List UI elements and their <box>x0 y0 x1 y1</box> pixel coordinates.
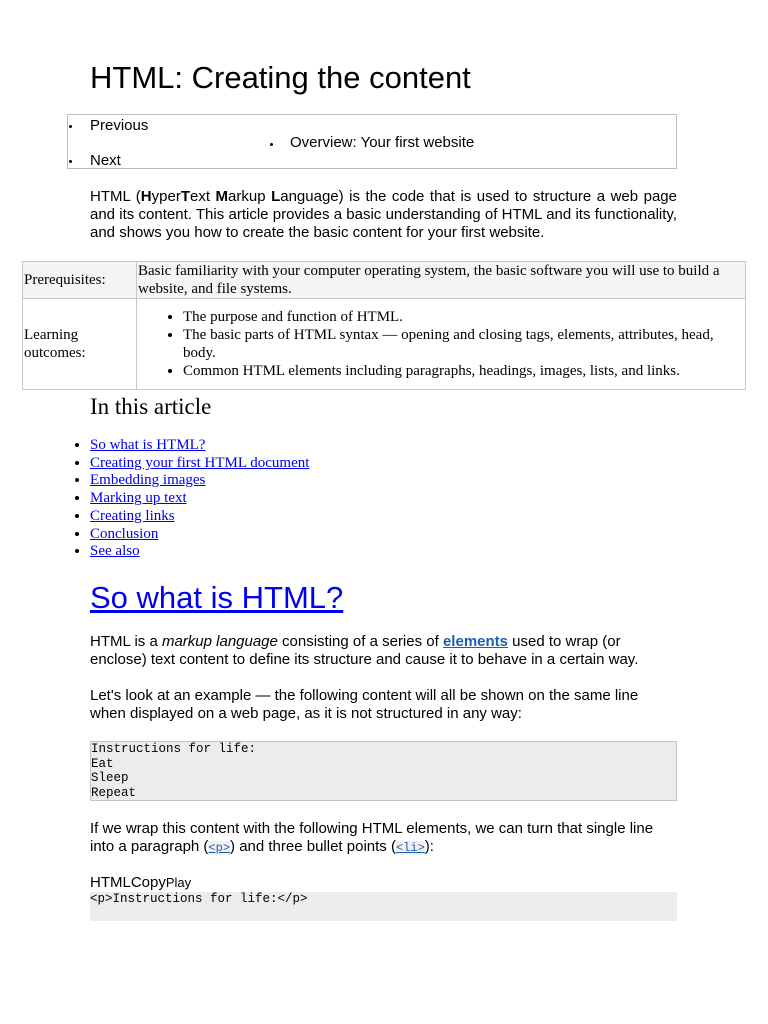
toc-link-creating-links[interactable]: Creating links <box>90 507 175 524</box>
elements-link[interactable]: elements <box>442 633 509 650</box>
list-item <box>90 526 309 544</box>
article-nav <box>67 114 677 169</box>
section-paragraph: HTML is a markup language consisting of a series of elements used to wrap (or enclose) text content to define its structure and cause it to behave in a certain way. <box>90 633 639 668</box>
toc-link-what-is-html[interactable]: So what is HTML? <box>90 437 206 453</box>
prerequisites-table <box>22 261 746 390</box>
page-title: HTML: Creating the content <box>90 60 471 95</box>
list-item <box>90 508 309 526</box>
bullet-icon <box>270 143 273 146</box>
next-link[interactable]: Next <box>90 152 121 169</box>
code-block <box>90 892 677 921</box>
code-block <box>90 741 677 801</box>
table-row <box>23 262 746 299</box>
section-paragraph: If we wrap this content with the following HTML elements, we can turn that single line into a paragraph (<p>) and three bullet points (<li>): <box>90 820 654 855</box>
prerequisites-value: Basic familiarity with your computer operating system, the basic software you will use to build a website, and file systems. <box>137 262 746 299</box>
toc-link-first-document[interactable]: Creating your first HTML document <box>90 454 310 471</box>
code-header <box>90 874 191 892</box>
play-button[interactable]: Play <box>165 875 192 890</box>
code-line: Repeat <box>91 785 137 800</box>
code-line: <p>Instructions for life:</p> <box>90 892 308 906</box>
section-paragraph: Let's look at an example — the following content will all be shown on the same line when displayed on a web page, as it is not structured in any way: <box>90 687 639 722</box>
p-element-link[interactable]: <p> <box>208 841 231 855</box>
list-item <box>90 472 309 490</box>
learning-outcomes-label: Learning outcomes: <box>23 299 137 390</box>
toc-heading: In this article <box>90 394 212 419</box>
code-line: Sleep <box>91 771 129 785</box>
learning-outcomes-value <box>137 299 746 390</box>
list-item <box>90 437 309 455</box>
table-of-contents <box>0 437 309 561</box>
list-item: • The basic parts of HTML syntax — opening and closing tags, elements, attributes, head, body. <box>183 326 745 362</box>
table-row <box>23 299 746 390</box>
list-item <box>90 455 309 473</box>
previous-link[interactable]: Previous <box>90 117 149 134</box>
bullet-icon <box>69 125 72 128</box>
code-line: Instructions for life: <box>91 742 257 756</box>
list-item: • The purpose and function of HTML. <box>183 308 745 326</box>
outcomes-list <box>138 308 745 380</box>
overview-link[interactable]: Overview: Your first website <box>290 134 475 151</box>
list-item <box>90 490 309 508</box>
code-line: Eat <box>91 756 114 771</box>
toc-link-conclusion[interactable]: Conclusion <box>90 525 159 542</box>
bullet-icon <box>69 160 72 163</box>
code-language-label: HTML <box>90 874 131 891</box>
toc-link-see-also[interactable]: See also <box>90 543 140 560</box>
list-item: • Common HTML elements including paragraphs, headings, images, lists, and links. <box>183 362 745 380</box>
copy-button[interactable]: Copy <box>130 874 166 891</box>
li-element-link[interactable]: <li> <box>395 841 425 855</box>
toc-link-embedding-images[interactable]: Embedding images <box>90 472 206 489</box>
toc-link-marking-up-text[interactable]: Marking up text <box>90 490 187 507</box>
prerequisites-label: Prerequisites: <box>23 262 137 299</box>
list-item <box>90 543 309 561</box>
intro-paragraph: HTML (HyperText Markup Language) is the code that is used to structure a web page and its content. This article provides a basic understanding of HTML and its functionality, and shows you how to create the basic content for your first website. <box>90 188 677 241</box>
section-heading-what-is-html[interactable]: So what is HTML? <box>90 580 344 615</box>
